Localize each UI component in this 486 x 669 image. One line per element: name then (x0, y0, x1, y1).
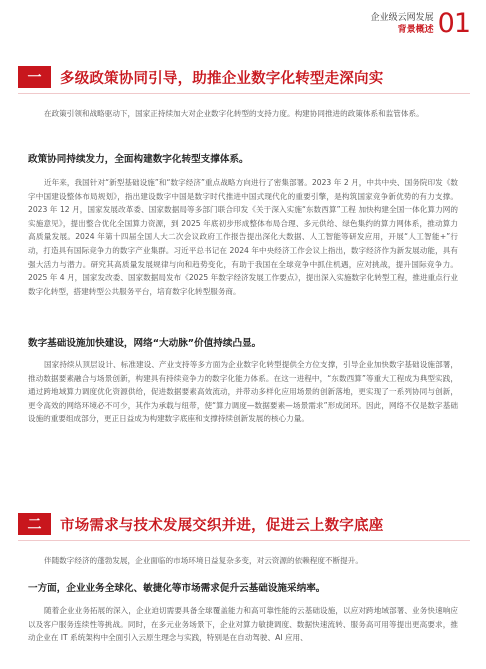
header-text (371, 9, 434, 36)
header-title: 企业级云网发展 (370, 13, 434, 23)
section-2-subheading-1: 一方面，企业业务全球化、敏捷化等市场需求促升云基础设施采纳率。 (28, 583, 326, 594)
page-header (371, 9, 470, 41)
section-1-subheading-2: 数字基础设施加快建设，网络“大动脉”价值持续凸显。 (28, 338, 262, 349)
section-2-intro: 伴随数字经济的蓬勃发展，企业面临的市场环境日益复杂多变，对云资源的依赖程度不断提升。 (44, 556, 363, 565)
section-2-divider (18, 540, 470, 541)
section-1-subheading-1: 政策协同持续发力，全面构建数字化转型支撑体系。 (28, 154, 249, 165)
section-1-paragraph-2: 国家持续从顶层设计、标准建设、产业支持等多方面为企业数字化转型提供全方位支撑，引导企业加快数字基础设施部署，推动数据要素融合与场景创新，构建具有持续竞争力的数字化能力体系。在这一进程中，“东数西算”等重大工程成为典型实践，通过跨地域算力调度优化资源供给，促进数据要素高效流动，并带动多样化应用场景的创新落地，更实现了一系列协同与创新，更令高效的网络环境必不可少，其作为承载与纽带，使“算力调度—数据要素—场景需求”形成闭环。因此，网络不仅是数字基础设施的重要组成部分，更正日益成为构建数字底座和支撑持续创新发展的核心力量。 (28, 360, 458, 424)
section-2-badge: 二 (18, 513, 51, 535)
section-1-paragraph-1: 近年来，我国针对“新型基础设施”和“数字经济”重点战略方向进行了密集部署。2023 年 2 月，中共中央、国务院印发《数字中国建设整体布局规划》，指出建设数字中国是数字时代推进中国式现代化的重要引擎，是构筑国家竞争新优势的有力支撑。2023 年 12 月，国家发展改革委、国家数据局等多部门联合印发《关于深入实施“东数西算”工程 加快构建全国一体化算力网的实施意见》，提出整合优化全国算力资源，到 2025 年底初步形成整体布局合理、多元供给、绿色集约的算力网体系，推动算力高质量发展。2024 年第十四届全国人大二次会议政府工作报告提出深化大数据、人工智能等研发应用，开展“人工智能+”行动，打造具有国际竞争力的数字产业集群。习近平总书记在 2024 年中央经济工作会议上指出，数字经济作为新发展动能，具有强大活力与潜力。研究其高质量发展规律与向和趋势变化，有助于我国在全球竞争中抓住机遇，应对挑战，提升国际竞争力。2025 年 4 月，国家发改委、国家数据局发布《2025 年数字经济发展工作要点》，提出深入实施数字化转型工程，推进重点行业数字化转型，搭建转型公共服务平台，培育数字化转型服务商。 (28, 178, 458, 296)
page-number: 01 (437, 8, 470, 39)
section-2-title: 市场需求与技术发展交织并进，促进云上数字底座 (60, 517, 384, 534)
section-1-title: 多级政策协同引导，助推企业数字化转型走深向实 (60, 70, 384, 87)
section-1-intro: 在政策引领和战略驱动下，国家正持续加大对企业数字化转型的支持力度。构建协同推进的政策体系和监管体系。 (44, 109, 424, 118)
section-1-heading (18, 64, 470, 90)
section-1-divider (18, 93, 470, 94)
section-2-heading (18, 511, 470, 537)
header-subtitle: 背景概述 (397, 25, 434, 35)
section-2-paragraph-1: 随着企业业务拓展的深入，企业迫切需要具备全球覆盖能力和高可靠性能的云基础设施，以应对跨地域部署、业务快速响应以及客户服务连续性等挑战。同时，在多元业务场景下，企业对算力敏捷调度、数据快速流转、服务高可用等提出更高要求，推动企业在 IT 系统架构中全面引入云原生理念与实践，特别是在自动驾驶、AI 应用、 (28, 606, 458, 643)
section-1-badge: 一 (18, 66, 51, 88)
